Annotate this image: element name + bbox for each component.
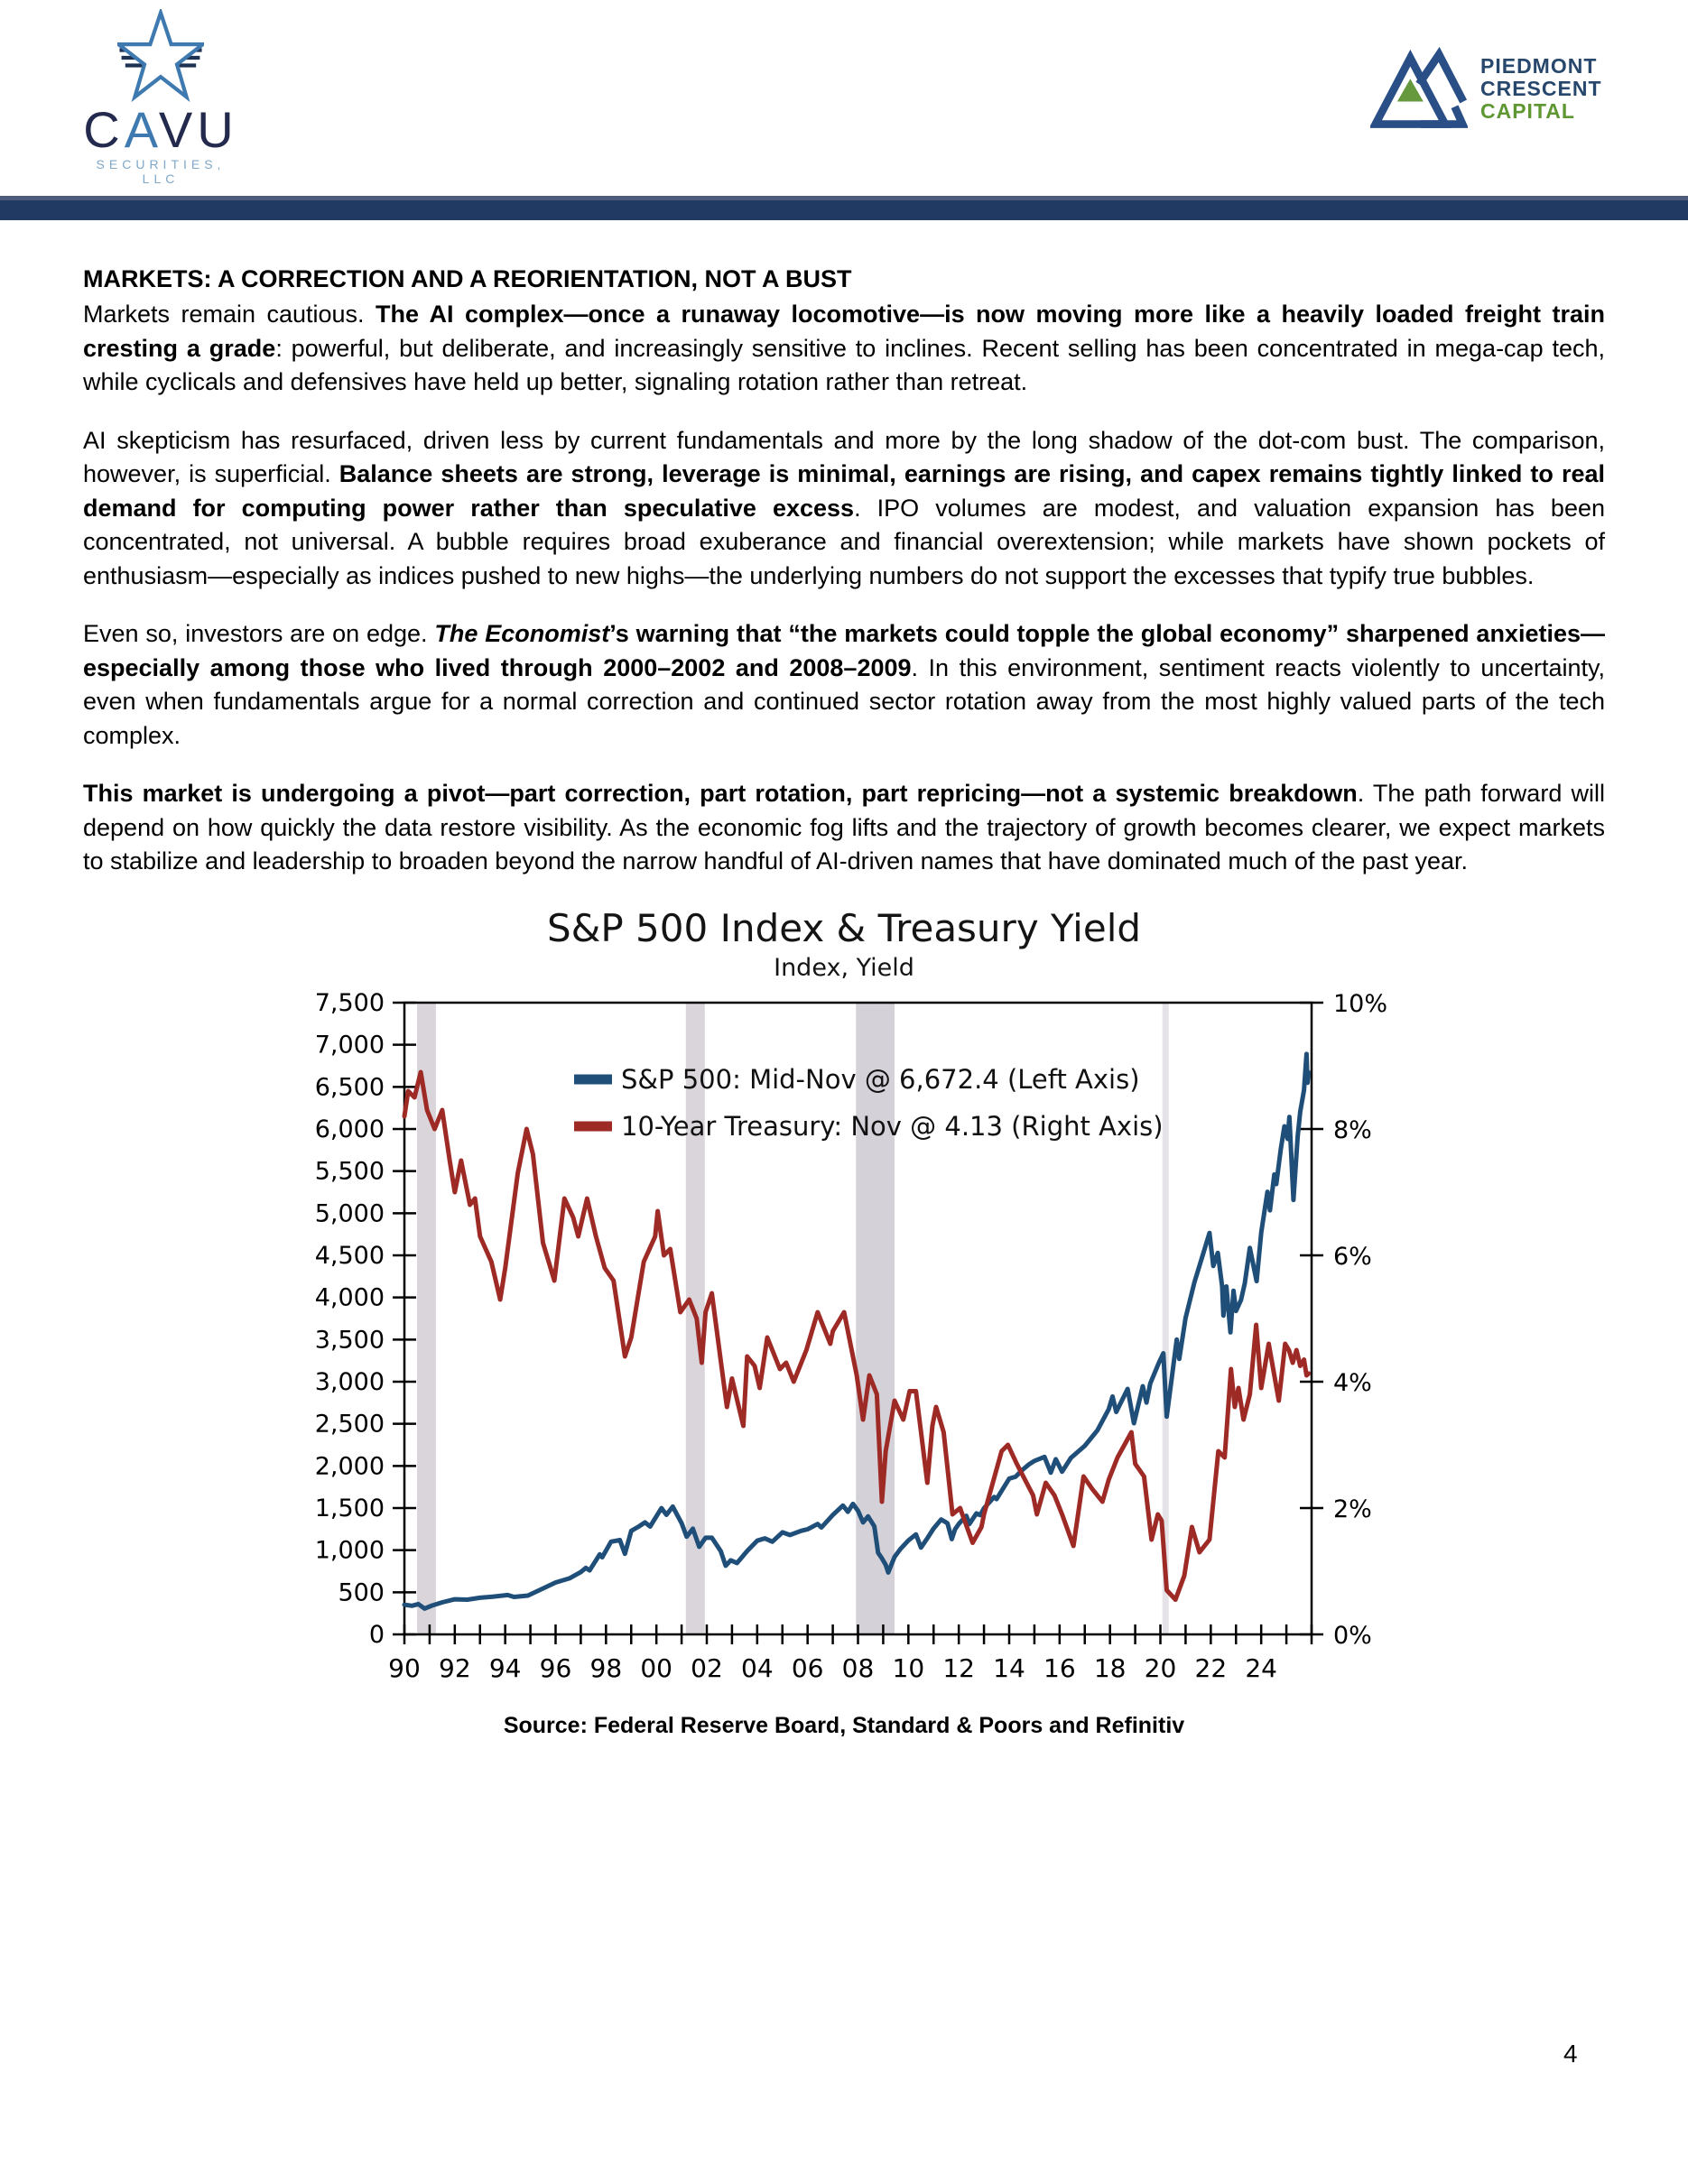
svg-text:3,500: 3,500 (314, 1325, 385, 1354)
svg-text:7,500: 7,500 (314, 988, 385, 1017)
paragraph: AI skepticism has resurfaced, driven less by current fundamentals and more by the long shadow of the dot-com bust. The comparison, however, is superficial. Balance sheets are strong, leverage is minimal, earnings are rising, and capex remains tightly linked to real demand for computing power rather than speculative excess. IPO volumes are modest, and valuation expansion has been concentrated, not universal. A bubble requires broad exuberance and financial overextension; while markets have shown pockets of enthusiasm—especially as indices pushed to new highs—the underlying numbers do not support the excesses that typify true bubbles. (83, 426, 1606, 589)
svg-text:12: 12 (942, 1652, 975, 1683)
piedmont-mountains-icon (1370, 47, 1468, 130)
cavu-logo (79, 9, 242, 186)
svg-text:24: 24 (1245, 1652, 1277, 1683)
svg-text:96: 96 (539, 1652, 572, 1683)
svg-text:2,000: 2,000 (314, 1451, 385, 1480)
svg-text:1,500: 1,500 (314, 1494, 385, 1522)
chart-canvas (251, 982, 1451, 1704)
svg-text:90: 90 (388, 1652, 421, 1683)
svg-text:04: 04 (741, 1652, 774, 1683)
svg-text:4%: 4% (1333, 1368, 1372, 1397)
svg-text:92: 92 (439, 1652, 471, 1683)
svg-text:94: 94 (488, 1652, 522, 1683)
paragraph: This market is undergoing a pivot—part correction, part rotation, part repricing—not a systemic breakdown. The path forward will depend on how quickly the data restore visibility. As the economic fog lifts and the trajectory of growth becomes clearer, we expect markets to stabilize and leadership to broaden beyond the narrow handful of AI-driven names that have dominated much of the past year. (83, 780, 1605, 875)
piedmont-line2: CRESCENT (1480, 76, 1602, 100)
svg-text:22: 22 (1194, 1652, 1228, 1683)
svg-text:16: 16 (1043, 1652, 1076, 1683)
svg-text:4,000: 4,000 (314, 1283, 385, 1312)
cavu-wordmark: CAVU (83, 101, 238, 158)
svg-text:2,500: 2,500 (314, 1410, 385, 1439)
page-number: 4 (1563, 2040, 1578, 2068)
svg-text:14: 14 (993, 1652, 1025, 1683)
svg-text:98: 98 (589, 1652, 623, 1683)
left-axis (315, 989, 416, 1649)
chart-title: S&P 500 Index & Treasury Yield (546, 905, 1142, 950)
piedmont-logo (1370, 47, 1602, 130)
article-paragraphs (83, 298, 1605, 879)
paragraph: Even so, investors are on edge. The Economist’s warning that “the markets could topple the global economy” sharpened anxieties—especially among those who lived through 2000–2002 and 2008–2009. In this environment, sentiment reacts violently to uncertainty, even when fundamentals argue for a normal correction and continued sector rotation away from the most highly valued parts of the tech complex. (83, 620, 1606, 749)
chart-block (83, 906, 1605, 1739)
cavu-subtext: SECURITIES, LLC (96, 157, 226, 186)
svg-text:2%: 2% (1333, 1495, 1372, 1523)
article-heading: MARKETS: A CORRECTION AND A REORIENTATION, NOT A BUST (83, 265, 852, 292)
piedmont-wordmark (1480, 55, 1602, 123)
chart-source: Source: Federal Reserve Board, Standard & Poors and Refinitiv (503, 1712, 1185, 1738)
svg-text:500: 500 (338, 1578, 385, 1606)
svg-text:6%: 6% (1333, 1242, 1372, 1271)
piedmont-line3: CAPITAL (1480, 98, 1575, 123)
legend-label: S&P 500: Mid-Nov @ 6,672.4 (Left Axis) (621, 1063, 1140, 1095)
svg-text:5,000: 5,000 (314, 1198, 385, 1227)
piedmont-line1: PIEDMONT (1480, 53, 1598, 78)
svg-text:6,000: 6,000 (314, 1115, 385, 1143)
svg-text:5,500: 5,500 (314, 1157, 385, 1186)
svg-text:18: 18 (1093, 1652, 1127, 1683)
svg-text:00: 00 (640, 1652, 672, 1683)
legend-label: 10-Year Treasury: Nov @ 4.13 (Right Axis) (621, 1110, 1164, 1142)
svg-text:7,000: 7,000 (314, 1031, 385, 1060)
svg-text:0%: 0% (1333, 1621, 1372, 1650)
svg-text:10: 10 (892, 1652, 925, 1683)
svg-text:4,500: 4,500 (314, 1241, 385, 1270)
chart-subtitle: Index, Yield (774, 953, 914, 982)
cavu-star-icon (117, 9, 204, 106)
header-divider-bar (0, 196, 1688, 220)
svg-text:0: 0 (368, 1620, 385, 1649)
svg-text:6,500: 6,500 (314, 1072, 385, 1101)
article-content (83, 265, 1605, 1739)
svg-text:08: 08 (841, 1652, 875, 1683)
paragraph: Markets remain cautious. The AI complex—once a runaway locomotive—is now moving more like a heavily loaded freight train cresting a grade: powerful, but deliberate, and increasingly sensitive to inclines. Recent selling has been concentrated in mega-cap tech, while cyclicals and defensives have held up better, signaling rotation rather than retreat. (83, 301, 1605, 395)
svg-text:10%: 10% (1333, 989, 1388, 1018)
svg-text:06: 06 (791, 1652, 824, 1683)
svg-text:8%: 8% (1333, 1115, 1372, 1144)
recession-bands (417, 1003, 1169, 1634)
svg-text:20: 20 (1144, 1652, 1177, 1683)
svg-text:02: 02 (691, 1652, 723, 1683)
svg-text:1,000: 1,000 (314, 1536, 385, 1565)
right-axis (1300, 990, 1387, 1650)
svg-text:3,000: 3,000 (314, 1367, 385, 1396)
